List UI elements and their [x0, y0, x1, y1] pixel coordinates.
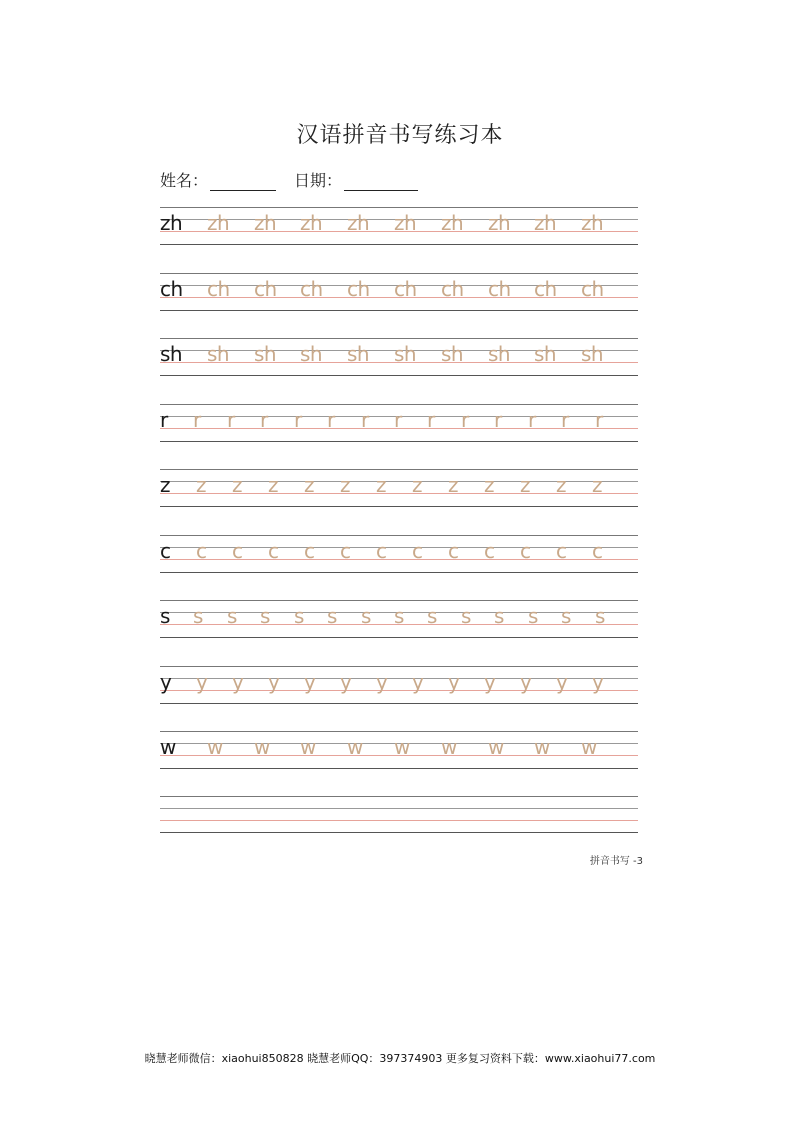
blank-practice-row — [160, 796, 638, 836]
trace-letter: z — [556, 473, 566, 497]
trace-letter: c — [304, 539, 315, 563]
trace-letter: w — [347, 735, 363, 759]
trace-letter: s — [260, 604, 270, 628]
trace-letter: s — [327, 604, 337, 628]
trace-letter: r — [327, 408, 335, 432]
trace-letter: c — [232, 539, 243, 563]
trace-letter: c — [556, 539, 567, 563]
trace-letter: ch — [254, 277, 277, 301]
trace-letter: sh — [300, 342, 323, 366]
trace-letter: z — [448, 473, 458, 497]
trace-letter: ch — [581, 277, 604, 301]
model-letter: c — [160, 539, 171, 563]
trace-letter: sh — [347, 342, 370, 366]
trace-letter: y — [484, 670, 496, 694]
trace-letter: ch — [207, 277, 230, 301]
trace-letter: zh — [300, 211, 323, 235]
trace-letter: zh — [441, 211, 464, 235]
trace-letter: sh — [534, 342, 557, 366]
trace-letter: c — [520, 539, 531, 563]
model-letter: ch — [160, 277, 183, 301]
trace-letter: z — [196, 473, 206, 497]
trace-letter: s — [461, 604, 471, 628]
trace-letter: z — [412, 473, 422, 497]
trace-letter: y — [196, 670, 208, 694]
trace-letter: z — [484, 473, 494, 497]
trace-letter: y — [448, 670, 460, 694]
trace-letter: s — [361, 604, 371, 628]
practice-row-zh — [160, 207, 638, 245]
model-letter: w — [160, 735, 176, 759]
trace-letter: c — [268, 539, 279, 563]
trace-letter: z — [304, 473, 314, 497]
trace-letter: y — [232, 670, 244, 694]
trace-letter: w — [534, 735, 550, 759]
trace-letter: ch — [394, 277, 417, 301]
trace-letter: sh — [441, 342, 464, 366]
practice-row-sh — [160, 338, 638, 376]
model-letter: y — [160, 670, 172, 694]
trace-letter: y — [268, 670, 280, 694]
trace-letter: s — [394, 604, 404, 628]
trace-letter: c — [196, 539, 207, 563]
trace-letter: w — [441, 735, 457, 759]
model-letter: sh — [160, 342, 183, 366]
date-blank[interactable] — [344, 172, 418, 191]
trace-letter: w — [581, 735, 597, 759]
trace-letter: z — [592, 473, 602, 497]
trace-letter: z — [232, 473, 242, 497]
trace-letter: z — [376, 473, 386, 497]
trace-letter: r — [227, 408, 235, 432]
practice-row-r — [160, 404, 638, 442]
trace-letter: w — [394, 735, 410, 759]
footer-contact: 晓慧老师微信：xiaohui850828 晓慧老师QQ：397374903 更多复习资料下载：www.xiaohui77.com — [144, 1052, 656, 1065]
trace-letter: r — [427, 408, 435, 432]
trace-letter: zh — [581, 211, 604, 235]
trace-letter: y — [556, 670, 568, 694]
trace-letter: w — [207, 735, 223, 759]
trace-letter: y — [412, 670, 424, 694]
trace-letter: r — [595, 408, 603, 432]
practice-row-w — [160, 731, 638, 769]
model-letter: r — [160, 408, 168, 432]
trace-letter: zh — [254, 211, 277, 235]
page-number: 拼音书写 -3 — [589, 856, 643, 867]
practice-row-ch — [160, 273, 638, 311]
trace-letter: zh — [347, 211, 370, 235]
trace-letter: r — [461, 408, 469, 432]
trace-letter: sh — [394, 342, 417, 366]
trace-letter: sh — [581, 342, 604, 366]
trace-letter: y — [376, 670, 388, 694]
trace-letter: r — [260, 408, 268, 432]
model-letter: zh — [160, 211, 183, 235]
trace-letter: c — [340, 539, 351, 563]
trace-letter: r — [528, 408, 536, 432]
trace-letter: w — [254, 735, 270, 759]
trace-letter: zh — [207, 211, 230, 235]
trace-letter: s — [561, 604, 571, 628]
model-letter: z — [160, 473, 170, 497]
trace-letter: c — [448, 539, 459, 563]
practice-row-s — [160, 600, 638, 638]
trace-letter: w — [488, 735, 504, 759]
practice-row-z — [160, 469, 638, 507]
trace-letter: ch — [488, 277, 511, 301]
trace-letter: sh — [254, 342, 277, 366]
trace-letter: ch — [300, 277, 323, 301]
trace-letter: sh — [488, 342, 511, 366]
trace-letter: s — [427, 604, 437, 628]
trace-letter: ch — [534, 277, 557, 301]
trace-letter: z — [520, 473, 530, 497]
trace-letter: c — [376, 539, 387, 563]
trace-letter: y — [520, 670, 532, 694]
trace-letter: z — [340, 473, 350, 497]
trace-letter: w — [300, 735, 316, 759]
trace-letter: y — [304, 670, 316, 694]
trace-letter: y — [592, 670, 604, 694]
trace-letter: c — [484, 539, 495, 563]
model-letter: s — [160, 604, 170, 628]
trace-letter: s — [494, 604, 504, 628]
trace-letter: s — [193, 604, 203, 628]
trace-letter: s — [595, 604, 605, 628]
trace-letter: s — [528, 604, 538, 628]
practice-row-c — [160, 535, 638, 573]
trace-letter: zh — [488, 211, 511, 235]
trace-letter: s — [294, 604, 304, 628]
trace-letter: z — [268, 473, 278, 497]
page-title: 汉语拼音书写练习本 — [296, 123, 504, 148]
name-blank[interactable] — [210, 172, 276, 191]
trace-letter: r — [561, 408, 569, 432]
trace-letter: r — [494, 408, 502, 432]
practice-row-y — [160, 666, 638, 704]
trace-letter: c — [592, 539, 603, 563]
name-label: 姓名： — [160, 171, 209, 190]
trace-letter: ch — [347, 277, 370, 301]
trace-letter: s — [227, 604, 237, 628]
trace-letter: zh — [534, 211, 557, 235]
trace-letter: r — [193, 408, 201, 432]
date-label: 日期： — [294, 171, 343, 190]
trace-letter: ch — [441, 277, 464, 301]
trace-letter: r — [361, 408, 369, 432]
name-date-fields — [160, 168, 418, 191]
trace-letter: zh — [394, 211, 417, 235]
trace-letter: c — [412, 539, 423, 563]
trace-letter: y — [340, 670, 352, 694]
trace-letter: r — [294, 408, 302, 432]
trace-letter: r — [394, 408, 402, 432]
trace-letter: sh — [207, 342, 230, 366]
